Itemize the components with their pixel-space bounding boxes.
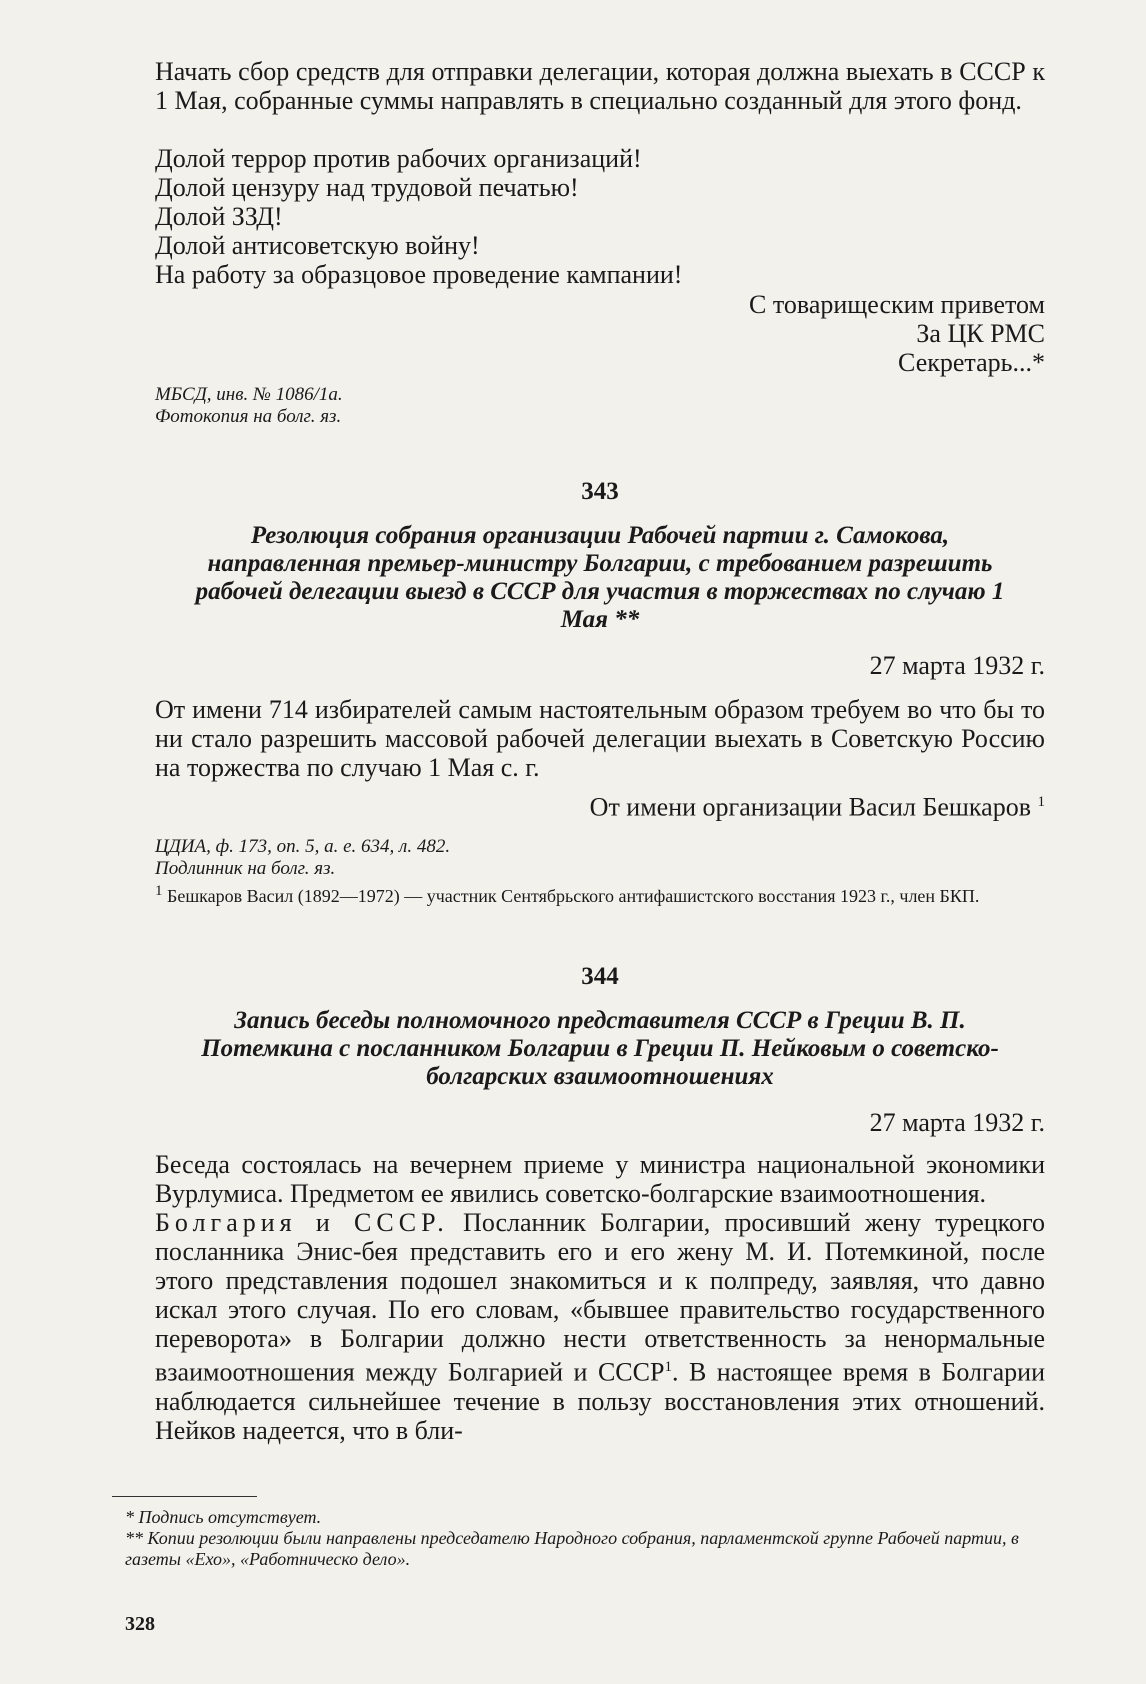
doc-number-344: 344: [581, 963, 619, 990]
source-line: МБСД, инв. № 1086/1а.: [155, 384, 343, 405]
source-note-top: [155, 384, 1045, 428]
opening-text: Начать сбор средств для отправки делегации, которая должна выехать в СССР к 1 Мая, собранные суммы направлять в специально созданный для этого фонд.: [155, 57, 1045, 115]
page-footnotes: [125, 1507, 1045, 1570]
lead-in: Болгария и СССР.: [155, 1208, 449, 1237]
source-line: Фотокопия на болг. яз.: [155, 406, 342, 427]
doc-title-344: Запись беседы полномочного представителя СССР в Греции В. П. Потемкина с посланником Болгарии в Греции П. Нейковым о советско-болгарских взаимоотношениях: [201, 1007, 999, 1090]
slogan: Долой антисоветскую войну!: [155, 231, 480, 260]
page-number: 328: [125, 1613, 155, 1635]
opening-paragraph: [155, 57, 1045, 115]
footnote-mark: 1: [1037, 794, 1045, 810]
footnote: * Подпись отсутствует.: [125, 1507, 322, 1527]
closing-line: С товарищеским приветом: [749, 290, 1045, 319]
source-note-343: [155, 836, 1045, 880]
footnote-mark: 1: [664, 1359, 672, 1375]
doc-date-344: 27 марта 1932 г.: [869, 1108, 1045, 1137]
closing-line: За ЦК РМС: [916, 319, 1045, 348]
doc-title-343: Резолюция собрания организации Рабочей партии г. Самокова, направленная премьер-министру Болгарии, с требованием разрешить рабочей делегации выезд в СССР для участия в торжествах по случаю 1 Мая **: [195, 522, 1005, 633]
signature-343: От имени организации Васил Бешкаров $^1$: [589, 792, 1045, 822]
closing-line: Секретарь...*: [898, 348, 1045, 377]
doc-number-343: 343: [581, 478, 619, 505]
footnote-rule: [112, 1496, 257, 1497]
slogan: Долой цензуру над трудовой печатью!: [155, 173, 579, 202]
doc-date-343: 27 марта 1932 г.: [869, 651, 1045, 680]
source-line: Подлинник на болг. яз.: [155, 858, 336, 879]
footnote-343: $^1$ Бешкаров Васил (1892—1972) — участник Сентябрьского антифашистского восстания 1923 г., член БКП.: [155, 883, 980, 906]
doc-body-344: Беседа состоялась на вечернем приеме у министра национальной экономики Вурлумиса. Предметом ее явились советско-болгарские взаимоотношения. Болгария и СССР. Посланник Болгарии, просивший жену турецкого посланника Энис-бея представить его и его жену М. И. Потемкиной, после этого представления подошел знакомиться и к полпреду, заявляя, что давно искал этого случая. По его словам, «бывшее правительство государственного переворота» в Болгарии должно нести ответственность за ненормальные взаимоотношения между Болгарией и СССР$^1$. В настоящее время в Болгарии наблюдается сильнейшее течение в пользу восстановления этих отношений. Нейков надеется, что в бли-: [155, 1150, 1046, 1445]
footnote: ** Копии резолюции были направлены председателю Народного собрания, парламентской группе Рабочей партии, в газеты «Ехо», «Работническо дело».: [125, 1528, 1019, 1569]
source-line: ЦДИА, ф. 173, оп. 5, а. е. 634, л. 482.: [155, 836, 451, 857]
slogan: Долой ЗЗД!: [155, 202, 283, 231]
slogan: Долой террор против рабочих организаций!: [155, 144, 642, 173]
closing-block: [155, 290, 1045, 377]
doc-body-343: От имени 714 избирателей самым настоятельным образом требуем во что бы то ни стало разрешить массовой рабочей делегации выехать в Советскую Россию на торжества по случаю 1 Мая с. г.: [155, 695, 1045, 782]
slogan: На работу за образцовое проведение кампании!: [155, 260, 683, 289]
slogans-list: [155, 144, 1045, 289]
